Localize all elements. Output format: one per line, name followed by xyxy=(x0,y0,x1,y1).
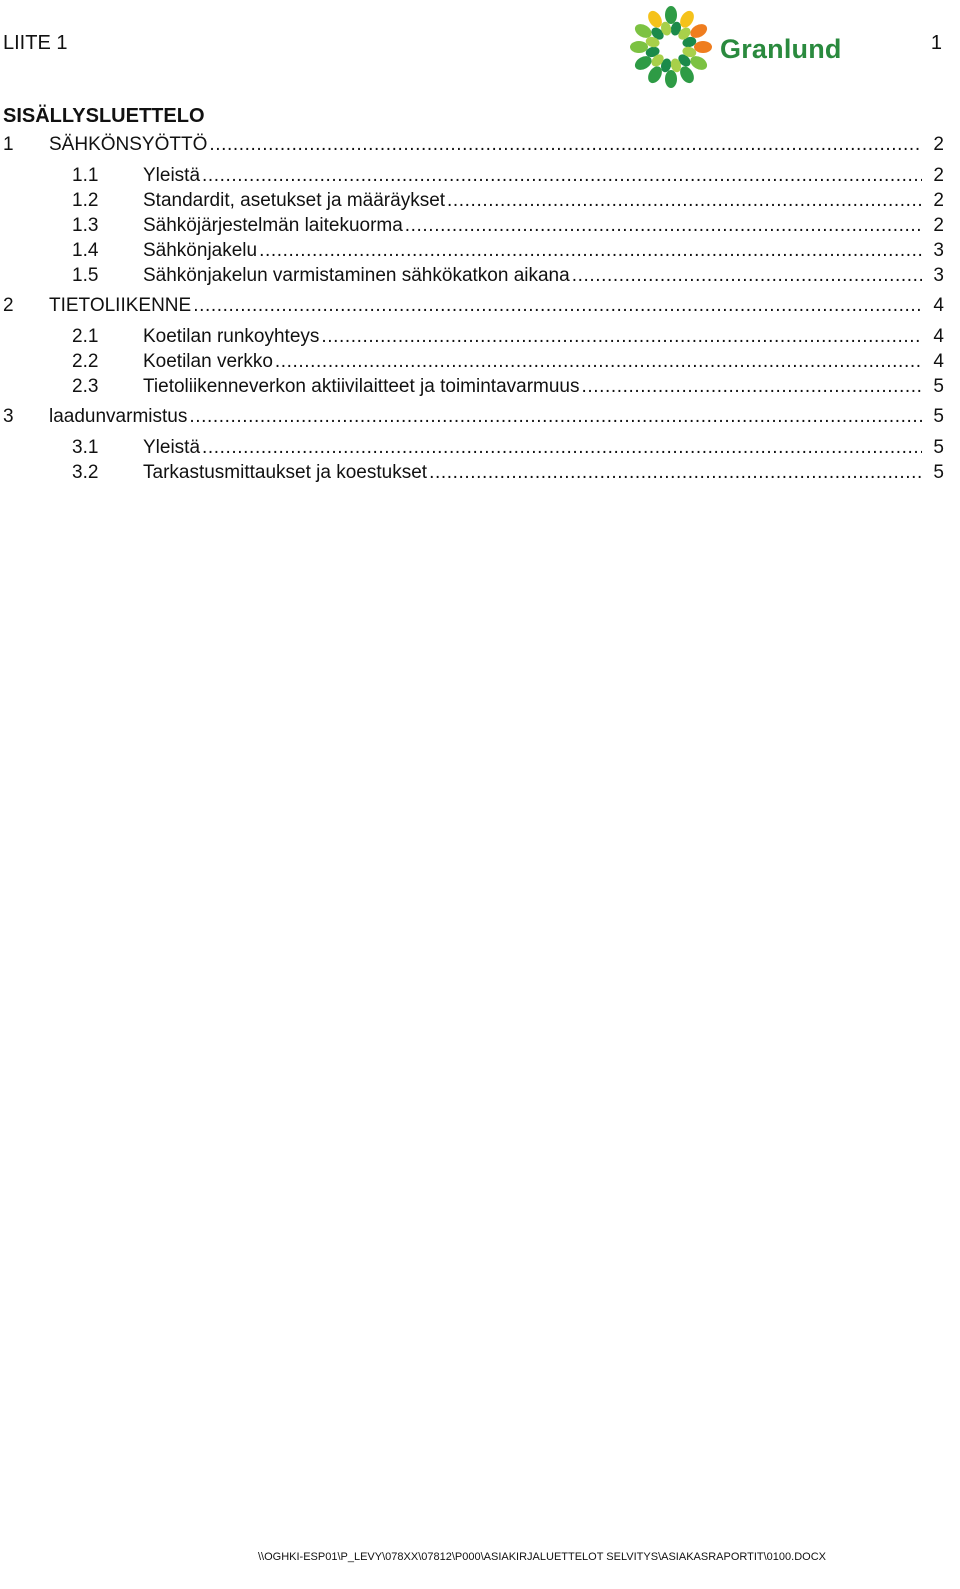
toc-entry-text xyxy=(143,350,922,374)
toc-entry[interactable] xyxy=(0,350,944,374)
toc-entry-text xyxy=(143,214,922,238)
toc-entry[interactable] xyxy=(0,405,944,429)
toc-entry-text xyxy=(143,325,922,349)
toc-entry-title: Tietoliikenneverkon aktiivilaitteet ja toimintavarmuus xyxy=(143,376,580,397)
attachment-label: LIITE 1 xyxy=(3,32,68,54)
toc-entry-page: 2 xyxy=(933,134,944,155)
toc-entry-number: 3 xyxy=(3,406,14,427)
toc-entry[interactable] xyxy=(0,239,944,263)
toc-dot-leader xyxy=(572,264,922,288)
toc-entry-page: 4 xyxy=(933,351,944,372)
toc-entry-text xyxy=(143,264,922,288)
toc-entry[interactable] xyxy=(0,164,944,188)
granlund-logo-icon xyxy=(628,4,714,90)
toc-entry-number: 1.4 xyxy=(72,240,99,261)
toc-entry-page: 3 xyxy=(933,265,944,286)
toc-dot-leader xyxy=(429,461,922,485)
toc-entry-title: Koetilan runkoyhteys xyxy=(143,326,320,347)
toc-entry-page: 5 xyxy=(933,462,944,483)
toc-entry-page: 5 xyxy=(933,376,944,397)
toc-entry-page: 2 xyxy=(933,190,944,211)
logo-wordmark: Granlund xyxy=(720,34,842,64)
toc-dot-leader xyxy=(209,133,922,157)
toc-entry[interactable] xyxy=(0,461,944,485)
toc-entry-number: 2 xyxy=(3,295,14,316)
toc-entry-text xyxy=(49,133,922,157)
toc-entry[interactable] xyxy=(0,375,944,399)
toc-entry-text xyxy=(49,405,922,429)
toc-entry-number: 3.1 xyxy=(72,437,99,458)
toc-entry-page: 4 xyxy=(933,295,944,316)
toc-entry-number: 1.5 xyxy=(72,265,99,286)
toc-entry-page: 3 xyxy=(933,240,944,261)
header-page-number: 1 xyxy=(930,32,942,54)
toc-entry-title: laadunvarmistus xyxy=(49,406,188,427)
toc-entry-title: Koetilan verkko xyxy=(143,351,273,372)
toc-entry[interactable] xyxy=(0,294,944,318)
toc-entry-page: 4 xyxy=(933,326,944,347)
toc-entry-text xyxy=(143,436,922,460)
toc-entry-page: 2 xyxy=(933,165,944,186)
toc-entry[interactable] xyxy=(0,264,944,288)
toc-entry-page: 5 xyxy=(933,406,944,427)
toc-entry-number: 2.3 xyxy=(72,376,99,397)
toc-entry-title: TIETOLIIKENNE xyxy=(49,295,192,316)
toc-dot-leader xyxy=(259,239,922,263)
toc-entry-number: 2.2 xyxy=(72,351,99,372)
toc-entry-title: Sähköjärjestelmän laitekuorma xyxy=(143,215,403,236)
toc-entry-title: Sähkönjakelun varmistaminen sähkökatkon aikana xyxy=(143,265,570,286)
toc-entry-text xyxy=(143,375,922,399)
toc-dot-leader xyxy=(189,405,922,429)
toc-entry-number: 1.3 xyxy=(72,215,99,236)
toc-entry-title: Yleistä xyxy=(143,165,201,186)
toc-entry-number: 3.2 xyxy=(72,462,99,483)
toc-dot-leader xyxy=(405,214,922,238)
toc-entry-title: Tarkastusmittaukset ja koestukset xyxy=(143,462,428,483)
toc-entry-number: 2.1 xyxy=(72,326,99,347)
toc-dot-leader xyxy=(447,189,922,213)
toc-entry[interactable] xyxy=(0,325,944,349)
toc-entry-title: Standardit, asetukset ja määräykset xyxy=(143,190,446,211)
toc-entry-text xyxy=(143,239,922,263)
toc-dot-leader xyxy=(193,294,922,318)
toc-entry[interactable] xyxy=(0,436,944,460)
toc-dot-leader xyxy=(202,164,922,188)
toc-entry[interactable] xyxy=(0,189,944,213)
toc-entry-number: 1.2 xyxy=(72,190,99,211)
toc-entry-title: SÄHKÖNSYÖTTÖ xyxy=(49,134,208,155)
toc-entry[interactable] xyxy=(0,214,944,238)
company-logo xyxy=(628,4,858,90)
toc-entry-page: 2 xyxy=(933,215,944,236)
toc-entry-text xyxy=(143,461,922,485)
toc-entry-number: 1 xyxy=(3,134,14,155)
toc-dot-leader xyxy=(582,375,923,399)
toc-heading: SISÄLLYSLUETTELO xyxy=(3,105,205,127)
footer-file-path: \\OGHKI-ESP01\P_LEVY\078XX\07812\P000\ASIAKIRJALUETTELOT SELVITYS\ASIAKASRAPORTIT\0100.DOCX xyxy=(258,1551,826,1563)
toc-dot-leader xyxy=(202,436,922,460)
toc-entry-text xyxy=(49,294,922,318)
toc-entry-text xyxy=(143,164,922,188)
toc-dot-leader xyxy=(275,350,922,374)
toc-entry-page: 5 xyxy=(933,437,944,458)
toc-entry-number: 1.1 xyxy=(72,165,99,186)
toc-entry-title: Yleistä xyxy=(143,437,201,458)
toc-entry-text xyxy=(143,189,922,213)
toc-dot-leader xyxy=(321,325,922,349)
toc-entry[interactable] xyxy=(0,133,944,157)
toc-entry-title: Sähkönjakelu xyxy=(143,240,258,261)
